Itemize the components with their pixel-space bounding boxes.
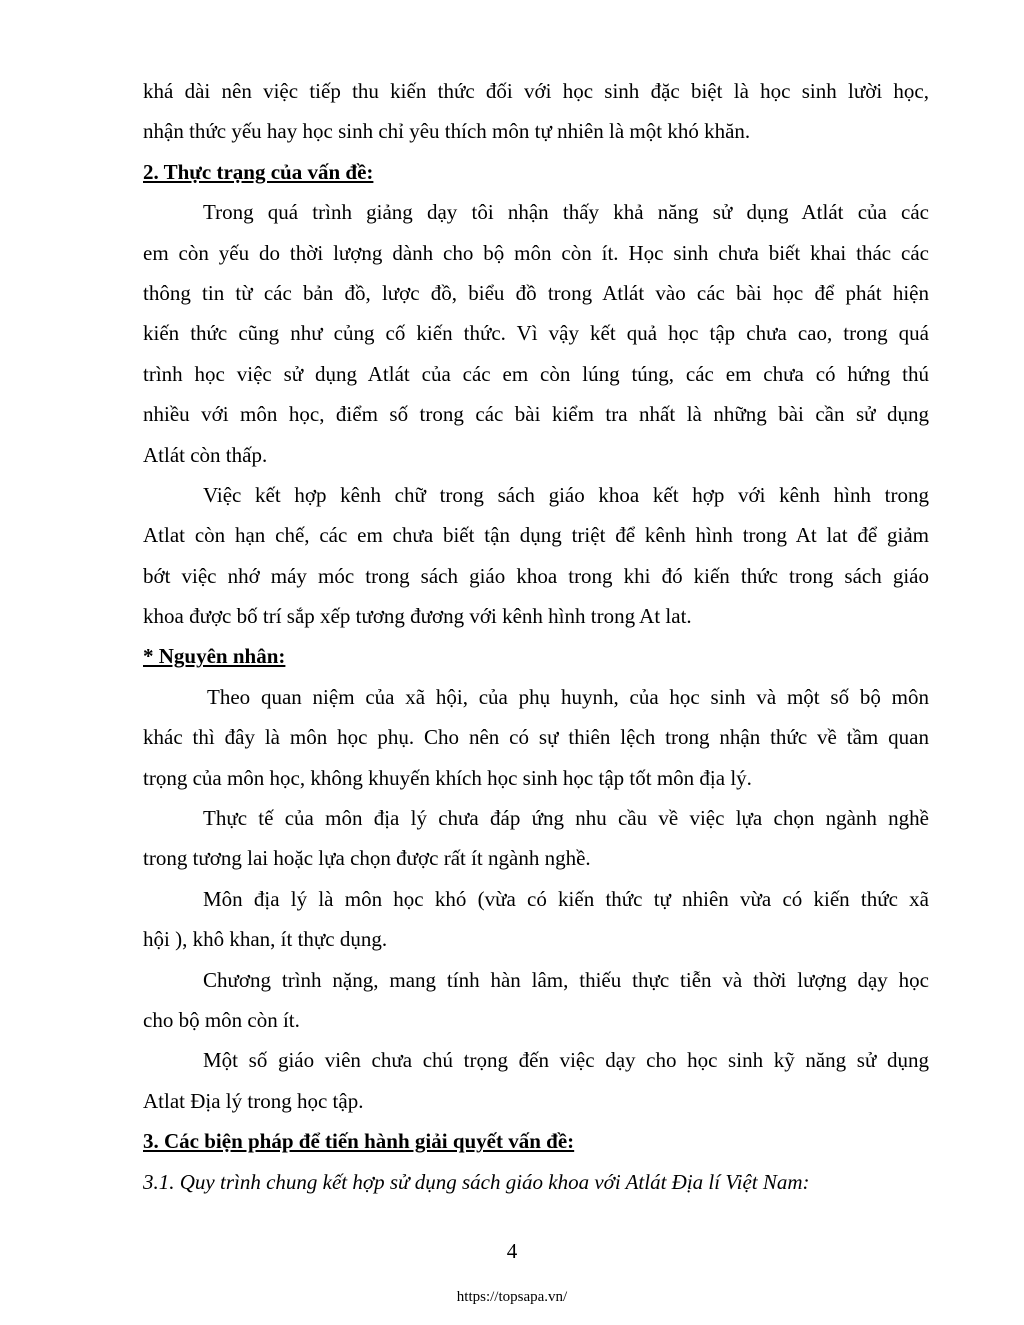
text-line: nhận thức yếu hay học sinh chỉ yêu thích môn tự nhiên là một khó khăn. — [143, 119, 751, 144]
text-line: Theo quan niệm của xã hội, của phụ huynh, của học sinh và một số bộ môn — [207, 684, 929, 709]
text-line: khoa được bố trí sắp xếp tương đương với kênh hình trong At lat. — [143, 604, 692, 629]
text-line: Môn địa lý là môn học khó (vừa có kiến thức tự nhiên vừa có kiến thức xã — [203, 886, 929, 911]
subsection-title: 3.1. Quy trình chung kết hợp sử dụng sách giáo khoa với Atlát Địa lí Việt Nam: — [143, 1169, 810, 1194]
text-line: thông tin từ các bản đồ, lược đồ, biểu đồ trong Atlát vào các bài học để phát hiện — [143, 280, 929, 305]
text-line: trình học việc sử dụng Atlát của các em còn lúng túng, các em chưa có hứng thú — [143, 361, 929, 386]
text-line: em còn yếu do thời lượng dành cho bộ môn còn ít. Học sinh chưa biết khai thác các — [143, 240, 929, 265]
text-line: Một số giáo viên chưa chú trọng đến việc dạy cho học sinh kỹ năng sử dụng — [203, 1048, 929, 1073]
text-line: nhiều với môn học, điểm số trong các bài kiểm tra nhất là những bài cần sử dụng — [143, 402, 929, 427]
text-line: bớt việc nhớ máy móc trong sách giáo khoa trong khi đó kiến thức trong sách giáo — [143, 563, 929, 588]
text-line: Chương trình nặng, mang tính hàn lâm, thiếu thực tiễn và thời lượng dạy học — [203, 967, 929, 992]
text-line: trong tương lai hoặc lựa chọn được rất ít ngành nghề. — [143, 846, 591, 871]
text-line: kiến thức cũng như củng cố kiến thức. Vì vậy kết quả học tập chưa cao, trong quá — [143, 321, 929, 346]
subsection-heading: * Nguyên nhân: — [143, 644, 286, 669]
footer-url[interactable]: https://topsapa.vn/ — [456, 1289, 568, 1305]
section-heading: 2. Thực trạng của vấn đề: — [143, 159, 374, 184]
text-line: Atlát còn thấp. — [143, 442, 268, 467]
text-line: khác thì đây là môn học phụ. Cho nên có sự thiên lệch trong nhận thức về tầm quan — [143, 725, 929, 750]
text-line: cho bộ môn còn ít. — [143, 1007, 300, 1032]
page-number: 4 — [506, 1239, 518, 1263]
text-line: Việc kết hợp kênh chữ trong sách giáo khoa kết hợp với kênh hình trong — [203, 482, 929, 507]
text-line: trọng của môn học, không khuyến khích học sinh học tập tốt môn địa lý. — [143, 765, 752, 790]
page-body — [143, 71, 929, 1202]
text-line: hội ), khô khan, ít thực dụng. — [143, 927, 388, 952]
text-line: Atlat Địa lý trong học tập. — [143, 1088, 364, 1113]
text-line: Thực tế của môn địa lý chưa đáp ứng nhu cầu về việc lựa chọn ngành nghề — [203, 806, 929, 831]
section-heading: 3. Các biện pháp để tiến hành giải quyết vấn đề: — [143, 1129, 575, 1154]
text-line: khá dài nên việc tiếp thu kiến thức đối với học sinh đặc biệt là học sinh lười học, — [143, 79, 929, 103]
text-line: Trong quá trình giảng dạy tôi nhận thấy khả năng sử dụng Atlát của các — [203, 200, 929, 225]
text-line: Atlat còn hạn chế, các em chưa biết tận dụng triệt để kênh hình trong At lat để giảm — [143, 523, 929, 548]
